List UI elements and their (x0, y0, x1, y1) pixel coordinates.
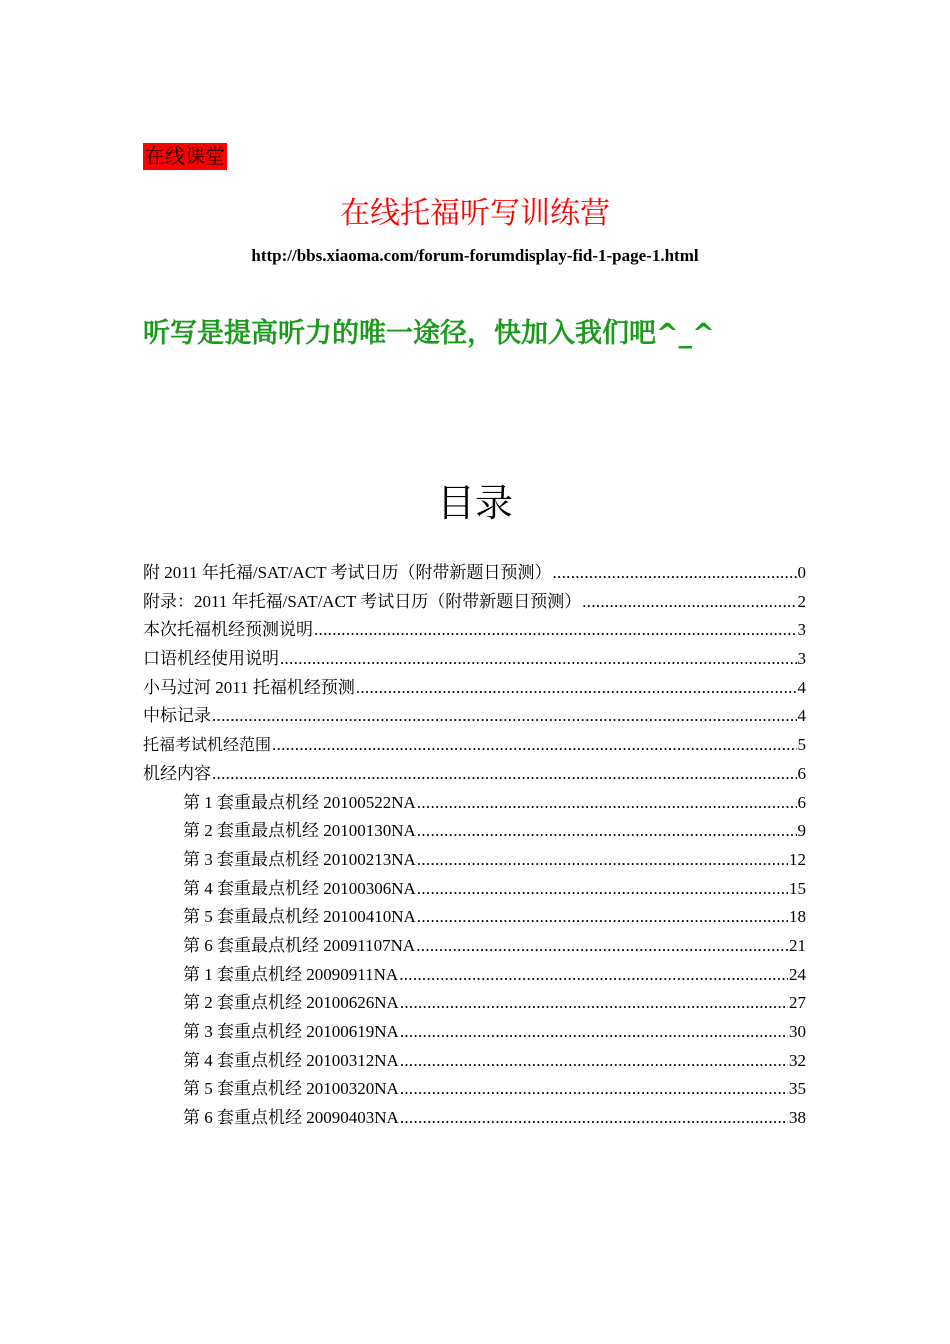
toc-entry-label[interactable]: 第 6 套重点机经 20090403NA (183, 1108, 399, 1128)
toc-entry-label[interactable]: 第 5 套重最点机经 20100410NA (183, 907, 416, 927)
toc-entry-label[interactable]: 第 5 套重点机经 20100320NA (183, 1079, 399, 1099)
toc-entry-label[interactable]: 第 1 套重点机经 20090911NA (183, 964, 399, 984)
toc-subentry[interactable] (143, 961, 806, 990)
page-title: 在线托福听写训练营 (340, 196, 610, 231)
toc-entry-label[interactable]: 第 3 套重点机经 20100619NA (183, 1022, 399, 1041)
toc-subentry[interactable] (143, 903, 806, 932)
table-of-contents (143, 559, 806, 1133)
toc-entry[interactable] (143, 559, 806, 588)
toc-entry-page[interactable]: 0 (797, 563, 806, 582)
slogan: 听写是提高听力的唯一途径，快加入我们吧^_^ (143, 318, 715, 349)
toc-entry-label[interactable]: 口语机经使用说明 (143, 649, 279, 669)
toc-entry[interactable] (143, 674, 806, 703)
toc-entry-label[interactable]: 第 2 套重点机经 20100626NA (183, 993, 399, 1013)
toc-leader-dots (417, 817, 797, 846)
toc-entry-page[interactable]: 15 (789, 878, 806, 898)
toc-entry-page[interactable]: 6 (797, 792, 806, 812)
toc-leader-dots (212, 760, 797, 789)
toc-subentry[interactable] (143, 1047, 806, 1076)
toc-entry[interactable] (143, 588, 806, 617)
toc-leader-dots (400, 1104, 788, 1133)
toc-subentry[interactable] (143, 1018, 806, 1047)
toc-entry[interactable] (143, 616, 806, 645)
toc-entry-label[interactable]: 第 1 套重最点机经 20100522NA (183, 792, 416, 812)
toc-leader-dots (314, 616, 797, 645)
toc-entry-label[interactable]: 附录：2011 年托福/SAT/ACT 考试日历（附带新题日预测） (143, 591, 582, 611)
online-class-tag: 在线课堂 (145, 144, 225, 168)
toc-entry-label[interactable]: 中标记录 (143, 706, 211, 726)
toc-subentry[interactable] (143, 875, 806, 904)
toc-heading: 目录 (436, 481, 513, 525)
toc-entry-label[interactable]: 第 4 套重点机经 20100312NA (183, 1050, 399, 1070)
toc-entry[interactable] (143, 645, 806, 674)
toc-entry-page[interactable]: 24 (789, 964, 806, 984)
toc-leader-dots (400, 1018, 788, 1047)
forum-link[interactable]: http://bbs.xiaoma.com/forum-forumdisplay-fid-1-page-1.html (251, 246, 699, 265)
toc-leader-dots (280, 645, 797, 674)
toc-entry-page[interactable]: 18 (789, 907, 806, 927)
toc-entry-page[interactable]: 27 (789, 993, 806, 1013)
toc-entry-page[interactable]: 4 (797, 677, 806, 697)
toc-leader-dots (417, 789, 797, 818)
toc-subentry[interactable] (143, 1075, 806, 1104)
toc-leader-dots (553, 559, 797, 588)
toc-entry-page[interactable]: 9 (797, 821, 806, 841)
toc-leader-dots (416, 932, 788, 961)
toc-entry-page[interactable]: 2 (797, 591, 806, 611)
toc-entry-page[interactable]: 30 (789, 1022, 806, 1041)
toc-entry-label[interactable]: 第 3 套重最点机经 20100213NA (183, 849, 416, 869)
toc-entry-label[interactable]: 第 6 套重最点机经 20091107NA (183, 935, 416, 955)
toc-leader-dots (399, 961, 788, 990)
toc-subentry[interactable] (143, 846, 806, 875)
toc-entry-page[interactable]: 35 (789, 1079, 806, 1099)
toc-entry[interactable] (143, 760, 806, 789)
toc-entry-page[interactable]: 5 (797, 735, 806, 755)
toc-subentry[interactable] (143, 989, 806, 1018)
toc-entry-label[interactable]: 本次托福机经预测说明 (143, 620, 313, 640)
toc-leader-dots (400, 1075, 788, 1104)
toc-leader-dots (417, 903, 788, 932)
toc-entry[interactable] (143, 702, 806, 731)
toc-entry-page[interactable]: 32 (789, 1050, 806, 1070)
toc-entry-label[interactable]: 附 2011 年托福/SAT/ACT 考试日历（附带新题日预测） (143, 563, 552, 582)
toc-entry-page[interactable]: 3 (797, 620, 806, 640)
toc-leader-dots (400, 1047, 788, 1076)
toc-leader-dots (417, 875, 788, 904)
toc-entry-page[interactable]: 3 (797, 649, 806, 669)
toc-leader-dots (272, 731, 796, 760)
toc-entry-label[interactable]: 小马过河 2011 托福机经预测 (143, 677, 355, 697)
toc-leader-dots (417, 846, 788, 875)
toc-entry-label[interactable]: 第 4 套重最点机经 20100306NA (183, 878, 416, 898)
toc-entry-page[interactable]: 38 (789, 1108, 806, 1128)
toc-subentry[interactable] (143, 817, 806, 846)
toc-entry-label[interactable]: 机经内容 (143, 763, 211, 783)
toc-leader-dots (212, 702, 797, 731)
toc-entry[interactable] (143, 731, 806, 760)
toc-leader-dots (582, 588, 796, 617)
toc-entry-page[interactable]: 21 (789, 935, 806, 955)
toc-leader-dots (356, 674, 797, 703)
toc-subentry[interactable] (143, 789, 806, 818)
toc-entry-page[interactable]: 4 (797, 706, 806, 726)
toc-leader-dots (400, 989, 788, 1018)
toc-entry-label[interactable]: 第 2 套重最点机经 20100130NA (183, 821, 416, 841)
toc-entry-page[interactable]: 12 (789, 849, 806, 869)
toc-entry-page[interactable]: 6 (797, 763, 806, 783)
toc-subentry[interactable] (143, 932, 806, 961)
toc-subentry[interactable] (143, 1104, 806, 1133)
toc-entry-label[interactable]: 托福考试机经范围 (143, 735, 272, 755)
